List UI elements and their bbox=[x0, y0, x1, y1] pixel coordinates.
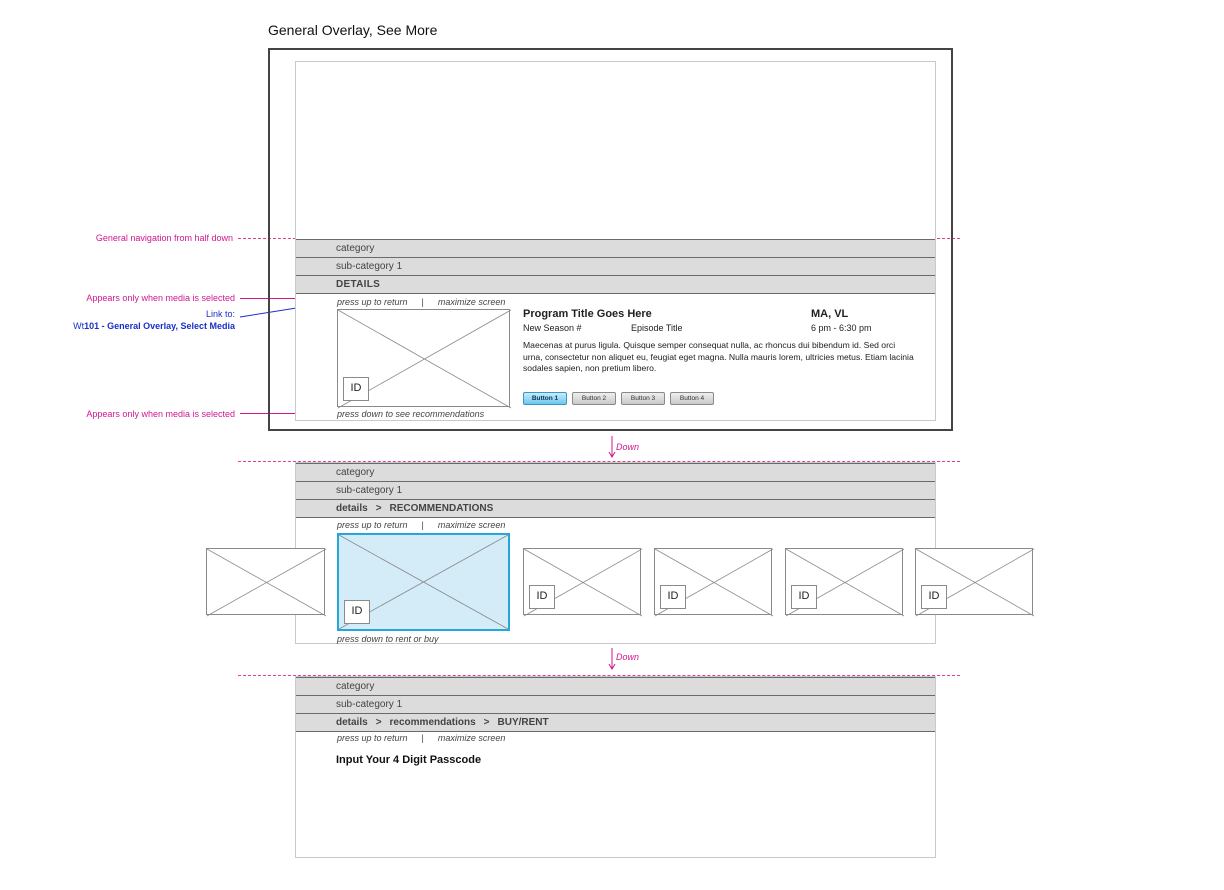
recommendation-thumbnail[interactable] bbox=[785, 548, 903, 615]
button-3[interactable]: Button 3 bbox=[621, 392, 665, 405]
transition-label-down: Down bbox=[616, 442, 640, 452]
media-id-badge: ID bbox=[921, 585, 947, 609]
screen-recommendations bbox=[295, 462, 940, 644]
nav-hints bbox=[337, 733, 505, 743]
recommendation-thumbnail[interactable] bbox=[206, 548, 325, 615]
annotation-media-selected-top: Appears only when media is selected bbox=[86, 293, 235, 303]
screen-details bbox=[295, 61, 936, 421]
breadcrumb-recommendations[interactable]: recommendations bbox=[389, 717, 476, 728]
nav-hints bbox=[337, 297, 505, 307]
button-1[interactable]: Button 1 bbox=[523, 392, 567, 405]
subcategory-bar[interactable]: sub-category 1 bbox=[296, 481, 935, 499]
page-title: General Overlay, See More bbox=[268, 22, 438, 38]
passcode-prompt: Input Your 4 Digit Passcode bbox=[336, 754, 482, 766]
media-id-badge: ID bbox=[344, 600, 370, 624]
breadcrumb-separator: > bbox=[375, 717, 382, 728]
recommendation-thumbnail[interactable] bbox=[654, 548, 772, 615]
hint-divider: | bbox=[421, 297, 424, 307]
category-bar[interactable]: category bbox=[296, 677, 935, 695]
program-time: 6 pm - 6:30 pm bbox=[811, 323, 872, 333]
hint-up[interactable]: press up to return bbox=[337, 297, 408, 307]
link-prefix: Wt bbox=[73, 321, 85, 331]
link-label: Link to: bbox=[205, 309, 235, 319]
category-bar[interactable]: category bbox=[296, 463, 935, 481]
recommendation-thumbnail[interactable] bbox=[915, 548, 1033, 615]
hint-up[interactable]: press up to return bbox=[337, 733, 408, 743]
hint-divider: | bbox=[421, 520, 424, 530]
hint-maximize[interactable]: maximize screen bbox=[437, 297, 506, 307]
hint-maximize[interactable]: maximize screen bbox=[437, 520, 506, 530]
button-2[interactable]: Button 2 bbox=[572, 392, 616, 405]
category-bar[interactable]: category bbox=[296, 239, 935, 257]
hint-divider: | bbox=[421, 733, 424, 743]
button-4[interactable]: Button 4 bbox=[670, 392, 714, 405]
screen-buy-rent bbox=[295, 676, 936, 858]
breadcrumb-current: BUY/RENT bbox=[497, 717, 549, 728]
hint-down-recommendations[interactable]: press down to see recommendations bbox=[337, 409, 485, 419]
breadcrumb-current: RECOMMENDATIONS bbox=[389, 503, 494, 514]
transition-label-down: Down bbox=[616, 652, 640, 662]
breadcrumb-separator: > bbox=[375, 503, 382, 514]
breadcrumb bbox=[296, 499, 935, 518]
program-rating: MA, VL bbox=[811, 308, 849, 320]
annotation-media-selected-bottom: Appears only when media is selected bbox=[86, 409, 235, 419]
program-description: Maecenas at purus ligula. Quisque semper consequat nulla, ac rhoncus dui bibendum id. Sed orci urna, consectetur non aliquet eu, feugiat eget magna. Nulla mauris lorem, ultricies metus. Etiam lacinia sodales sapien, non pretium libero. bbox=[523, 340, 914, 373]
annotation-nav-half-down: General navigation from half down bbox=[95, 233, 233, 243]
media-thumbnail[interactable] bbox=[337, 309, 510, 407]
breadcrumb-details[interactable]: details bbox=[336, 503, 368, 514]
program-season: New Season # bbox=[523, 323, 582, 333]
link-target-name: 101 - General Overlay, Select Media bbox=[84, 321, 235, 331]
media-id-badge: ID bbox=[343, 377, 369, 401]
subcategory-bar[interactable]: sub-category 1 bbox=[296, 257, 935, 275]
media-id-badge: ID bbox=[660, 585, 686, 609]
link-target[interactable] bbox=[30, 321, 235, 331]
breadcrumb-separator: > bbox=[483, 717, 490, 728]
section-bar-details[interactable]: DETAILS bbox=[296, 275, 935, 294]
program-title: Program Title Goes Here bbox=[523, 308, 652, 320]
breadcrumb-details[interactable]: details bbox=[336, 717, 368, 728]
subcategory-bar[interactable]: sub-category 1 bbox=[296, 695, 935, 713]
hint-down-rent-buy[interactable]: press down to rent or buy bbox=[337, 634, 439, 644]
nav-hints bbox=[337, 520, 505, 530]
program-episode: Episode Title bbox=[631, 323, 683, 333]
media-id-badge: ID bbox=[529, 585, 555, 609]
breadcrumb bbox=[296, 713, 935, 732]
hint-maximize[interactable]: maximize screen bbox=[437, 733, 506, 743]
placeholder-image-icon bbox=[207, 549, 326, 616]
recommendation-thumbnail-selected[interactable] bbox=[337, 533, 510, 631]
recommendation-thumbnail[interactable] bbox=[523, 548, 641, 615]
hint-up[interactable]: press up to return bbox=[337, 520, 408, 530]
media-id-badge: ID bbox=[791, 585, 817, 609]
